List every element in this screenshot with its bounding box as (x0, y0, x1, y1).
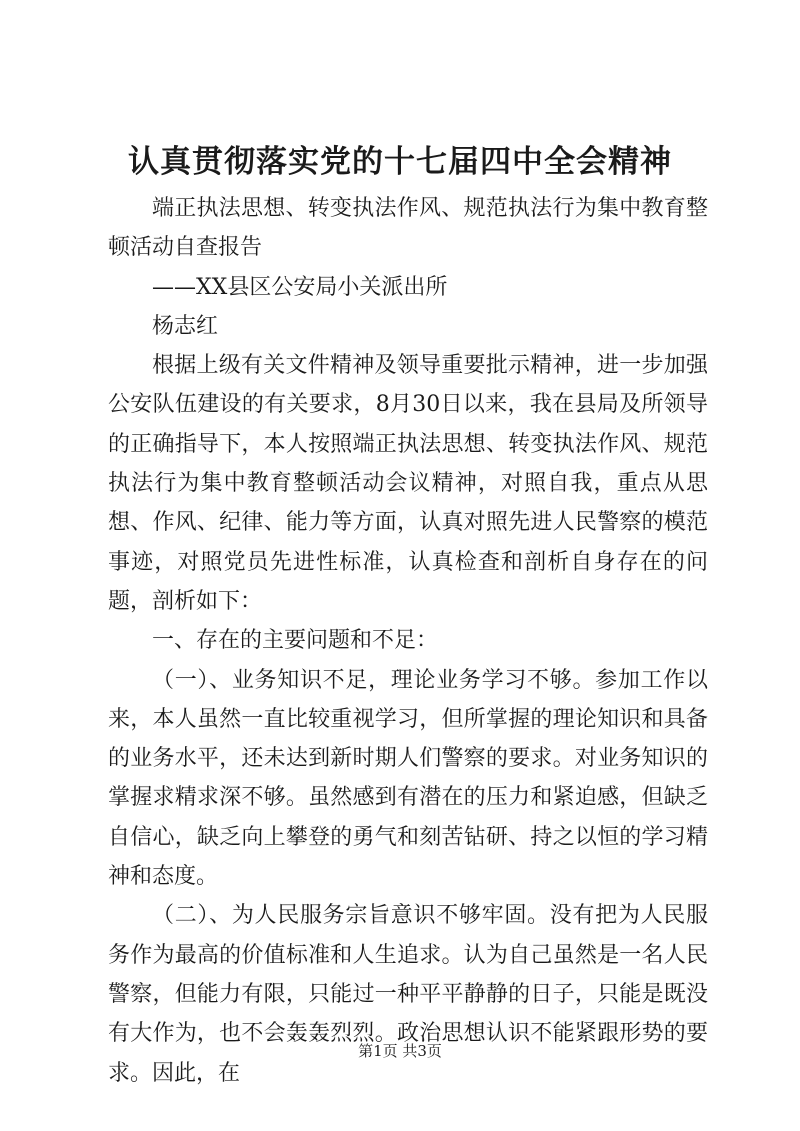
intro-paragraph: 根据上级有关文件精神及领导重要批示精神，进一步加强公安队伍建设的有关要求，8月30日以来，我在县局及所领导的正确指导下，本人按照端正执法思想、转变执法作风、规范执法行为集中教育整顿活动会议精神，对照自我，重点从思想、作风、纪律、能力等方面，认真对照先进人民警察的模范事迹，对照党员先进性标准，认真检查和剖析自身存在的问题，剖析如下： (108, 353, 708, 614)
author-paragraph: 杨志红 (152, 313, 219, 339)
organization-paragraph: ——XX县区公安局小关派出所 (152, 274, 448, 300)
issue-two-paragraph: （二）、为人民服务宗旨意识不够牢固。没有把为人民服务作为最高的价值标准和人生追求。认为自己虽然是一名人民警察，但能力有限，只能过一种平平静静的日子，只能是既没有大作为，也不会轰轰烈烈。政治思想认识不能紧跟形势的要求。因此，在 (108, 903, 708, 1086)
section-heading-paragraph: 一、存在的主要问题和不足： (152, 628, 439, 654)
document-body (108, 189, 708, 1093)
page-footer: 第1页 共3页 (358, 1042, 442, 1060)
report-subtitle-paragraph: 端正执法思想、转变执法作风、规范执法行为集中教育整顿活动自查报告 (108, 196, 708, 261)
issue-one-paragraph: （一）、业务知识不足，理论业务学习不够。参加工作以来，本人虽然一直比较重视学习，但所掌握的理论知识和具备的业务水平，还未达到新时期人们警察的要求。对业务知识的掌握求精求深不够。虽然感到有潜在的压力和紧迫感，但缺乏自信心，缺乏向上攀登的勇气和刻苦钻研、持之以恒的学习精神和态度。 (108, 667, 708, 890)
page-title: 认真贯彻落实党的十七届四中全会精神 (128, 144, 672, 180)
